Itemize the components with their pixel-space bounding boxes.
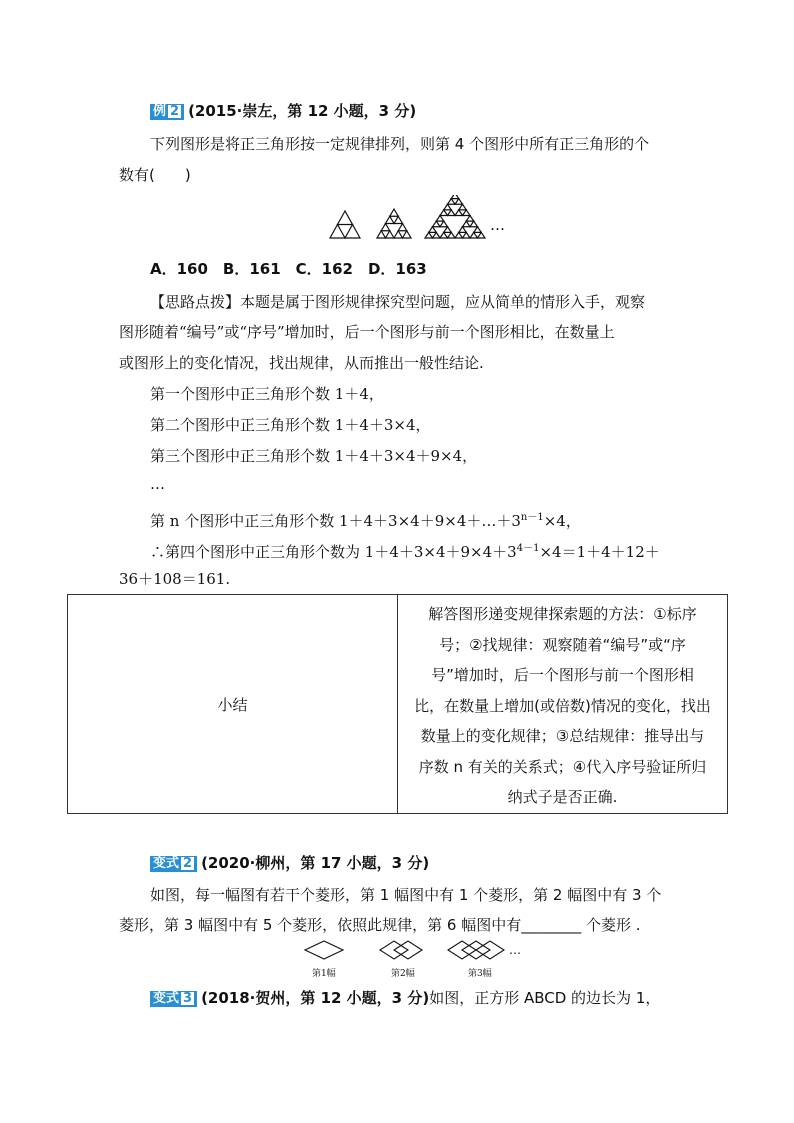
variant-3-text: 如图，正方形 ABCD 的边长为 1，: [429, 989, 661, 1007]
summary-line: 数量上的变化规律；③总结规律：推导出与: [420, 727, 705, 745]
summary-line: 号；②找规律：观察随着“编号”或“序: [439, 635, 686, 654]
analysis-heading: 【思路点拨】: [150, 293, 241, 311]
variant-3-header: [150, 987, 660, 1009]
variant-2-line-2: 菱形，第 3 幅图中有 5 个菱形，依照此规律，第 6 幅图中有________ 个菱形 .: [119, 916, 641, 934]
rhombus-caption-3: 第3幅: [468, 969, 492, 979]
variant-2-header: [150, 852, 429, 874]
rhombus-figure-3: [448, 941, 504, 959]
conclusion-text: ∴第四个图形中正三角形个数为 1＋4＋3×4＋9×4＋3: [150, 543, 517, 561]
variant-tag: 变式 3: [150, 991, 197, 1007]
analysis-step-3: 第三个图形中正三角形个数 1＋4＋3×4＋9×4，: [150, 447, 478, 465]
variant-2-source: (2020·柳州，第 17 小题，3 分): [201, 854, 430, 872]
analysis-line-3: 或图形上的变化情况，找出规律，从而推出一般性结论.: [119, 354, 484, 372]
step-n-exponent: n－1: [520, 512, 544, 523]
analysis-step-1: 第一个图形中正三角形个数 1＋4，: [150, 385, 384, 403]
rhombus-caption-1: 第1幅: [312, 969, 336, 979]
rhombus-pattern-figure: [300, 938, 540, 962]
example-source: (2015·崇左，第 12 小题，3 分): [188, 102, 417, 120]
summary-line: 纳式子是否正确.: [507, 788, 618, 806]
rhombus-caption-2: 第2幅: [391, 969, 415, 979]
analysis-line-1: [150, 291, 645, 313]
example-tag: 例 2: [150, 104, 184, 120]
summary-line: 号”增加时，后一个图形与前一个图形相: [431, 666, 694, 684]
triangle-figure-3: [425, 195, 485, 238]
summary-line: 解答图形递变规律探索题的方法：①标序: [428, 605, 697, 623]
step-n-tail: ×4，: [543, 512, 581, 530]
variant-2-line-1: 如图，每一幅图有若干个菱形，第 1 幅图中有 1 个菱形，第 2 幅图中有 3 个: [150, 886, 662, 904]
summary-line: 序数 n 有关的关系式；④代入序号验证所归: [418, 757, 707, 776]
example-2-header: [150, 100, 416, 122]
analysis-conclusion-line-2: 36＋108＝161.: [119, 570, 231, 588]
summary-content: [398, 595, 727, 813]
conclusion-exponent: 4－1: [516, 543, 540, 554]
rhombus-ellipsis: …: [509, 943, 521, 957]
question-line-1: 下列图形是将正三角形按一定规律排列，则第 4 个图形中所有正三角形的个: [150, 135, 650, 153]
variant-3-source: (2018·贺州，第 12 小题，3 分): [201, 989, 430, 1007]
analysis-line-1-text: 本题是属于图形规律探究型问题，应从简单的情形入手，观察: [240, 293, 646, 311]
summary-table: [67, 594, 728, 814]
variant-tag: 变式 2: [150, 856, 197, 872]
analysis-step-2: 第二个图形中正三角形个数 1＋4＋3×4，: [150, 416, 431, 434]
question-line-2: 数有( ): [119, 166, 191, 184]
conclusion-tail: ×4＝1＋4＋12＋: [539, 543, 660, 561]
analysis-line-2: 图形随着“编号”或“序号”增加时，后一个图形与前一个图形相比，在数量上: [119, 323, 615, 341]
analysis-conclusion: [150, 538, 660, 563]
figure-ellipsis: …: [490, 216, 505, 234]
summary-line: 比，在数量上增加(或倍数)情况的变化，找出: [414, 696, 711, 715]
analysis-dots: …: [150, 475, 165, 493]
step-n-text: 第 n 个图形中正三角形个数 1＋4＋3×4＋9×4＋…＋3: [150, 512, 521, 530]
summary-label: 小结: [68, 595, 398, 813]
analysis-step-n: [150, 507, 581, 532]
answer-options: A．160 B．161 C．162 D．163: [150, 260, 427, 278]
triangle-figure-2: [377, 209, 411, 238]
rhombus-figure-2: [380, 941, 422, 959]
rhombus-figure-1: [305, 941, 343, 959]
